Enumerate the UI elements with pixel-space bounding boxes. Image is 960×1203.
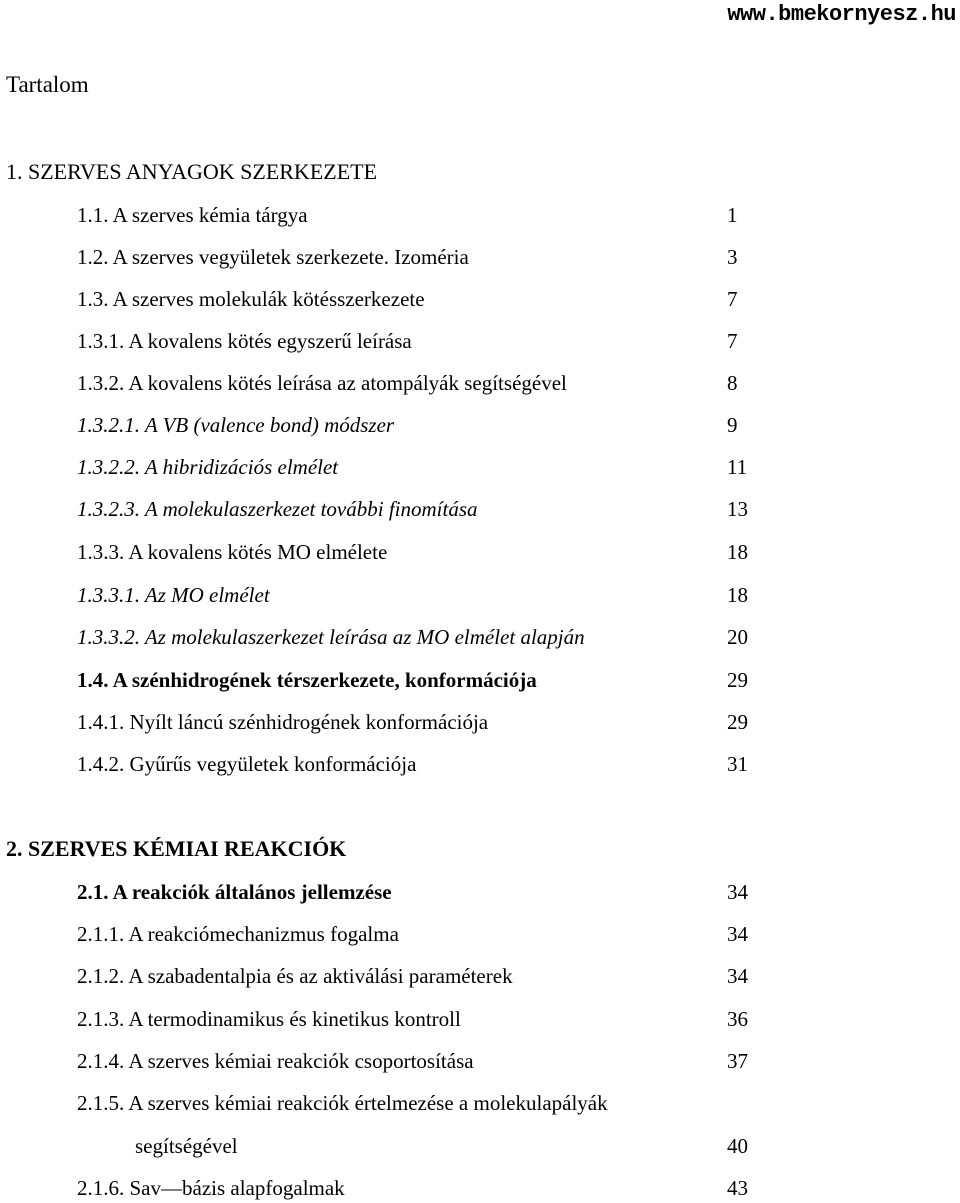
- toc-entry-page: 37: [727, 1049, 748, 1073]
- toc-entry[interactable]: [0, 326, 960, 356]
- toc-entry-text: 1.3.3.2. Az molekulaszerkezet leírása az MO elmélet alapján: [77, 625, 585, 649]
- toc-entry-text: 1.3. A szerves molekulák kötésszerkezete: [77, 287, 425, 311]
- toc-entry-text: 1.4. A szénhidrogének térszerkezete, konformációja: [77, 668, 537, 692]
- site-url-link[interactable]: www.bmekornyesz.hu: [727, 2, 956, 27]
- chapter-label: 1. SZERVES ANYAGOK SZERKEZETE: [6, 159, 378, 184]
- toc-entry-text: 1.1. A szerves kémia tárgya: [77, 203, 308, 227]
- toc-entry-page: 11: [727, 455, 748, 479]
- toc-entry[interactable]: [0, 368, 960, 398]
- toc-entry[interactable]: [0, 1173, 960, 1203]
- toc-entry-page: 1: [727, 203, 738, 227]
- chapter-label: 2. SZERVES KÉMIAI REAKCIÓK: [6, 836, 347, 861]
- toc-entry[interactable]: [0, 665, 960, 695]
- toc-entry-page: 3: [727, 245, 738, 269]
- toc-entry-page: 43: [727, 1176, 748, 1200]
- toc-entry-text: 2.1.5. A szerves kémiai reakciók értelmezése a molekulapályák: [77, 1091, 608, 1115]
- toc-entry-text: segítségével: [135, 1134, 238, 1158]
- toc-entry-continuation[interactable]: [0, 1131, 960, 1161]
- toc-entry-text: 2.1.4. A szerves kémiai reakciók csoportosítása: [77, 1049, 474, 1073]
- toc-entry-text: 1.3.1. A kovalens kötés egyszerű leírása: [77, 329, 412, 353]
- toc-entry[interactable]: [0, 580, 960, 610]
- toc-entry-text: 1.3.2. A kovalens kötés leírása az atompályák segítségével: [77, 371, 567, 395]
- toc-entry-text: 2.1.3. A termodinamikus és kinetikus kontroll: [77, 1007, 461, 1031]
- toc-entry-page: 18: [727, 540, 748, 564]
- toc-entry[interactable]: [0, 707, 960, 737]
- toc-entry-text: 2.1.2. A szabadentalpia és az aktiválási paraméterek: [77, 964, 513, 988]
- toc-entry-page: 34: [727, 922, 748, 946]
- toc-entry-page: 18: [727, 583, 748, 607]
- toc-entry-text: 1.2. A szerves vegyületek szerkezete. Izoméria: [77, 245, 469, 269]
- toc-entry-page: 20: [727, 625, 748, 649]
- toc-entry[interactable]: [0, 410, 960, 440]
- toc-entry-text: 1.4.2. Gyűrűs vegyületek konformációja: [77, 752, 417, 776]
- toc-entry[interactable]: [0, 919, 960, 949]
- toc-entry[interactable]: [0, 200, 960, 230]
- toc-entry-text: 1.3.2.1. A VB (valence bond) módszer: [77, 413, 395, 437]
- toc-entry-page: 29: [727, 710, 748, 734]
- toc-entry[interactable]: [0, 1046, 960, 1076]
- toc-entry-text: 2.1.1. A reakciómechanizmus fogalma: [77, 922, 399, 946]
- toc-entry[interactable]: [0, 284, 960, 314]
- toc-entry-page: 34: [727, 964, 748, 988]
- toc-entry-page: 13: [727, 497, 748, 521]
- toc-entry-page: 29: [727, 668, 748, 692]
- toc-entry[interactable]: [0, 877, 960, 907]
- toc-entry[interactable]: [0, 537, 960, 567]
- toc-title: Tartalom: [6, 72, 89, 97]
- toc-entry[interactable]: [0, 494, 960, 524]
- toc-entry[interactable]: [0, 961, 960, 991]
- toc-entry[interactable]: [0, 749, 960, 779]
- toc-entry[interactable]: [0, 452, 960, 482]
- toc-entry-page: 8: [727, 371, 738, 395]
- toc-entry-text: 1.3.3.1. Az MO elmélet: [77, 583, 270, 607]
- toc-entry-text: 1.3.3. A kovalens kötés MO elmélete: [77, 540, 388, 564]
- toc-entry-page: 36: [727, 1007, 748, 1031]
- toc-entry-page: 31: [727, 752, 748, 776]
- toc-entry-text: 1.3.2.3. A molekulaszerkezet további finomítása: [77, 497, 478, 521]
- toc-entry-page: 34: [727, 880, 748, 904]
- toc-entry-text: 1.4.1. Nyílt láncú szénhidrogének konformációja: [77, 710, 489, 734]
- toc-entry-text: 1.3.2.2. A hibridizációs elmélet: [77, 455, 339, 479]
- toc-entry-page: 9: [727, 413, 738, 437]
- toc-entry[interactable]: [0, 1088, 960, 1118]
- toc-entry-page: 7: [727, 287, 738, 311]
- toc-entry[interactable]: [0, 242, 960, 272]
- toc-entry-page: 40: [727, 1134, 748, 1158]
- toc-entry[interactable]: [0, 1004, 960, 1034]
- toc-entry-text: 2.1.6. Sav—bázis alapfogalmak: [77, 1176, 345, 1200]
- toc-entry-page: 7: [727, 329, 738, 353]
- toc-entry-text: 2.1. A reakciók általános jellemzése: [77, 880, 392, 904]
- toc-entry[interactable]: [0, 622, 960, 652]
